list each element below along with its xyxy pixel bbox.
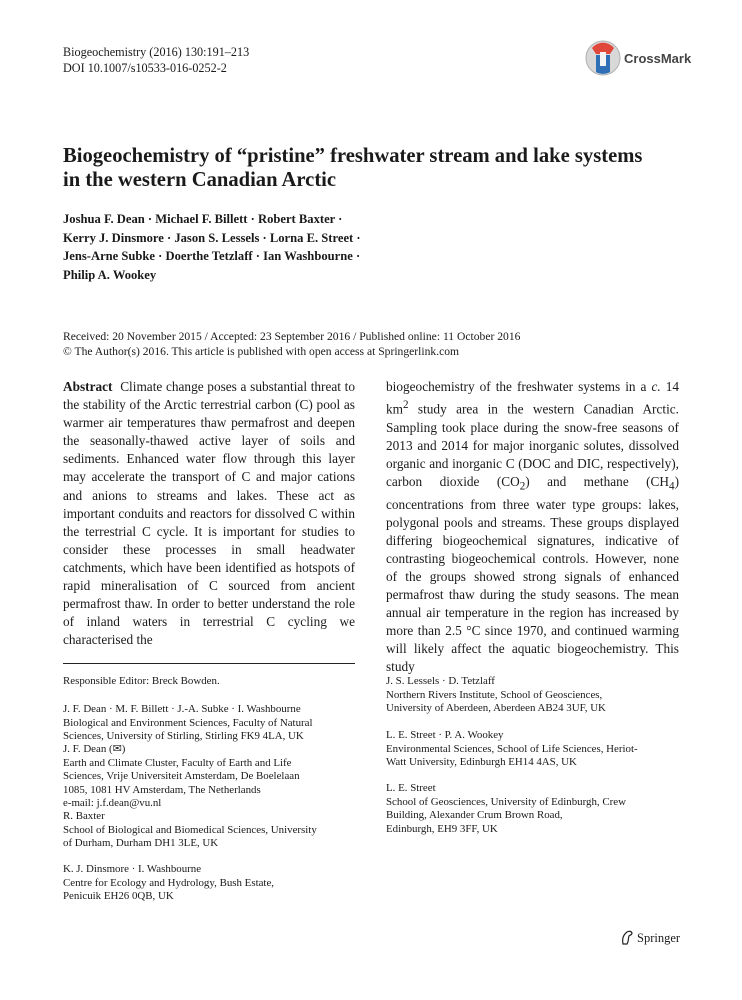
affiliation-authors: L. E. Street: [386, 782, 436, 794]
affiliation-line: Penicuik EH26 0QB, UK: [63, 890, 174, 903]
affiliation-line: Sciences, Vrije Universiteit Amsterdam, De Boelelaan: [63, 770, 300, 783]
publisher-logo: [620, 929, 680, 946]
crossmark-badge[interactable]: [584, 38, 692, 82]
springer-horse-icon: [620, 929, 634, 945]
affiliation: [63, 863, 363, 904]
abstract-text-part: ) and methane (CH: [525, 473, 670, 489]
affiliation: [63, 810, 363, 851]
affiliation-line: Biological and Environment Sciences, Faculty of Natural: [63, 716, 313, 729]
abstract-text-left: Climate change poses a substantial threat to the stability of the Arctic terrestrial carbon (C) pool as warmer air temperatures thaw permafrost and deepen the seasonally-thawed active layer of soils and sediments. Enhanced water flow through this layer may accelerate the transport of C and major cations and anions to streams and lakes. These act as important conduits and reactors for dissolved C within the terrestrial C cycle. It is important for studies to consider these processes in small headwater catchments, which have been identified as hotspots of rapid mineralisation of C sourced from ancient permafrost thaw. In order to better understand the role of inland waters in terrestrial C cycling we characterised the: [63, 379, 356, 648]
affiliation-line: 1085, 1081 HV Amsterdam, The Netherlands: [63, 783, 261, 796]
subscript: 4: [669, 480, 675, 493]
affiliation-line: Northern Rivers Institute, School of Geosciences,: [386, 688, 603, 701]
doi[interactable]: DOI 10.1007/s10533-016-0252-2: [63, 61, 227, 75]
affiliation: [63, 703, 363, 744]
abstract-text-part: biogeochemistry of the freshwater systems in a: [386, 379, 652, 394]
affiliation: [63, 743, 363, 811]
license-line: © The Author(s) 2016. This article is published with open access at Springerlink.com: [63, 344, 460, 358]
crossmark-icon: [584, 38, 622, 78]
author-line: Kerry J. Dinsmore · Jason S. Lessels · Lorna E. Street ·: [63, 230, 361, 245]
affiliation-line: School of Geosciences, University of Edinburgh, Crew: [386, 795, 626, 808]
affiliation-line: of Durham, Durham DH1 3LE, UK: [63, 837, 219, 850]
affiliation-line: Environmental Sciences, School of Life Sciences, Heriot-: [386, 742, 638, 755]
email-link[interactable]: e-mail: j.f.dean@vu.nl: [63, 797, 162, 810]
abstract-text-part: 14 km: [386, 379, 679, 417]
responsible-editor: Responsible Editor: Breck Bowden.: [63, 675, 220, 687]
affiliation-line: University of Aberdeen, Aberdeen AB24 3UF, UK: [386, 702, 606, 715]
affiliation-line: Sciences, University of Stirling, Stirling FK9 4LA, UK: [63, 730, 304, 743]
abstract-text-part: study area in the western Canadian Arctic. Sampling took place during the snow-free seasons of 2013 and 2014 for major inorganic solutes, dissolved organic and inorganic C (DOC and DIC, respectively), carbon dioxide (CO: [386, 401, 679, 489]
affiliation: [386, 782, 686, 836]
affiliation-line: School of Biological and Biomedical Sciences, University: [63, 823, 317, 836]
journal-header: [63, 44, 249, 76]
affiliation-authors: J. S. Lessels · D. Tetzlaff: [386, 675, 495, 687]
affiliation-line: Centre for Ecology and Hydrology, Bush Estate,: [63, 876, 275, 889]
affiliation-line: Earth and Climate Cluster, Faculty of Earth and Life: [63, 756, 292, 769]
abstract-left-column: [63, 378, 355, 649]
superscript: 2: [403, 399, 409, 412]
crossmark-label: CrossMark: [624, 51, 692, 66]
author-line: Joshua F. Dean · Michael F. Billett · Robert Baxter ·: [63, 212, 343, 226]
affiliation-authors: K. J. Dinsmore · I. Washbourne: [63, 863, 202, 875]
footnote-divider: [63, 663, 355, 664]
affiliation: [386, 729, 686, 770]
author-line: Philip A. Wookey: [63, 267, 157, 282]
affiliation-authors: L. E. Street · P. A. Wookey: [386, 729, 504, 741]
affiliation-line: Building, Alexander Crum Brown Road,: [386, 809, 563, 822]
affiliation-authors: J. F. Dean (✉): [63, 743, 126, 755]
affiliation-line: Watt University, Edinburgh EH14 4AS, UK: [386, 756, 577, 769]
abstract-text-part: ) concentrations from three water type groups: lakes, polygonal pools and streams. These groups displayed differing biogeochemical signatures, indicative of contrasting biogeochemical controls. However, none of the groups showed strong signals of enhanced permafrost thaw during the study seasons. The mean annual air temperature in the region has increased by more than 2.5 °C since 1970, and continued warming will likely affect the aquatic biogeochemistry. This study: [386, 473, 679, 675]
author-list: [63, 210, 623, 284]
publisher-name: Springer: [637, 931, 681, 945]
article-title: Biogeochemistry of “pristine” freshwater stream and lake systems in the western Canadian Arctic: [63, 145, 643, 191]
publication-dates: [63, 330, 683, 359]
affiliation-line: Edinburgh, EH9 3FF, UK: [386, 822, 498, 835]
abstract-circa: c.: [651, 379, 661, 394]
affiliation: [386, 675, 686, 716]
author-line: Jens-Arne Subke · Doerthe Tetzlaff · Ian Washbourne ·: [63, 249, 361, 263]
subscript: 2: [519, 480, 526, 493]
history-line: Received: 20 November 2015 / Accepted: 23 September 2016 / Published online: 11 October 2016: [63, 330, 521, 343]
journal-citation: Biogeochemistry (2016) 130:191–213: [63, 45, 250, 59]
abstract-heading: Abstract: [63, 379, 113, 394]
abstract-right-column: [386, 378, 679, 677]
affiliation-authors: J. F. Dean · M. F. Billett · J.-A. Subke · I. Washbourne: [63, 703, 301, 715]
affiliation-authors: R. Baxter: [63, 810, 105, 822]
